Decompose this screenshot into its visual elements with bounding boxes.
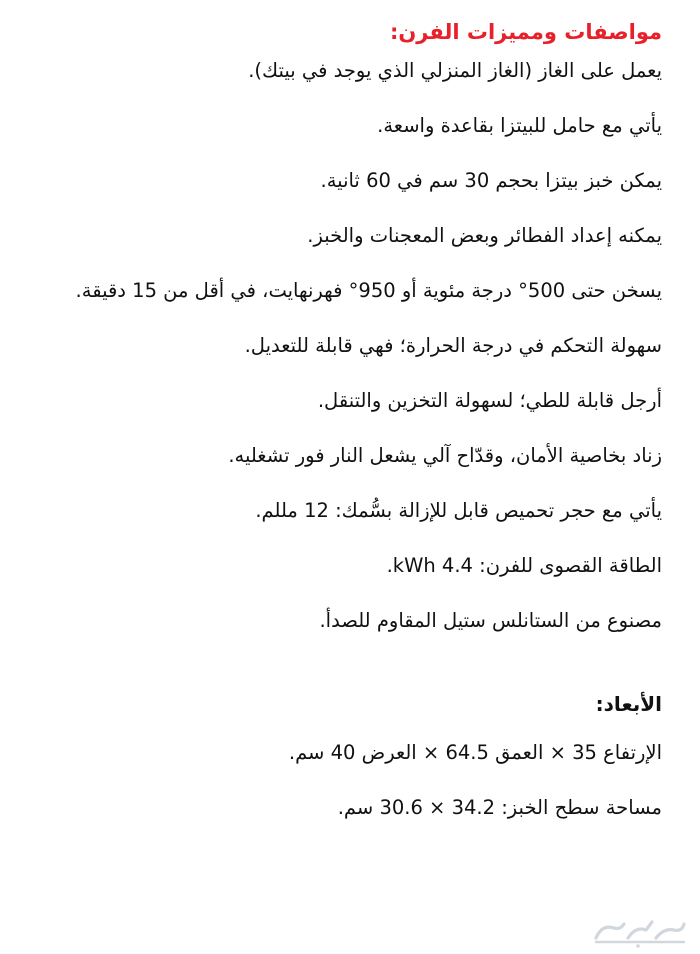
feature-item: يمكن خبز بيتزا بحجم 30 سم في 60 ثانية. bbox=[320, 169, 662, 192]
dimensions-title: الأبعاد: bbox=[595, 692, 662, 716]
feature-item: زناد بخاصية الأمان، وقدّاح آلي يشعل النار فور تشغليه. bbox=[228, 444, 662, 467]
feature-item: أرجل قابلة للطي؛ لسهولة التخزين والتنقل. bbox=[317, 389, 662, 412]
feature-item: يأتي مع حجر تحميص قابل للإزالة بسُّمك: 12 مللم. bbox=[255, 499, 662, 522]
feature-item: الطاقة القصوى للفرن: 4.4 kWh. bbox=[386, 554, 662, 577]
feature-item: يسخن حتى 500° درجة مئوية أو 950° فهرنهايت، في أقل من 15 دقيقة. bbox=[75, 279, 662, 302]
dimension-item: مساحة سطح الخبز: 34.2 × 30.6 سم. bbox=[337, 796, 662, 819]
feature-item: مصنوع من الستانلس ستيل المقاوم للصدأ. bbox=[319, 609, 662, 632]
specs-title: مواصفات ومميزات الفرن: bbox=[389, 20, 662, 44]
dimension-item: الإرتفاع 35 × العمق 64.5 × العرض 40 سم. bbox=[288, 741, 662, 764]
feature-item: يمكنه إعداد الفطائر وبعض المعجنات والخبز. bbox=[307, 224, 662, 247]
features-list bbox=[30, 52, 662, 640]
feature-item: سهولة التحكم في درجة الحرارة؛ فهي قابلة للتعديل. bbox=[244, 334, 662, 357]
feature-item: يعمل على الغاز (الغاز المنزلي الذي يوجد في بيتك). bbox=[248, 59, 662, 82]
feature-item: يأتي مع حامل للبيتزا بقاعدة واسعة. bbox=[377, 114, 662, 137]
haraj-watermark-logo bbox=[590, 912, 690, 950]
dimensions-list bbox=[30, 734, 662, 827]
